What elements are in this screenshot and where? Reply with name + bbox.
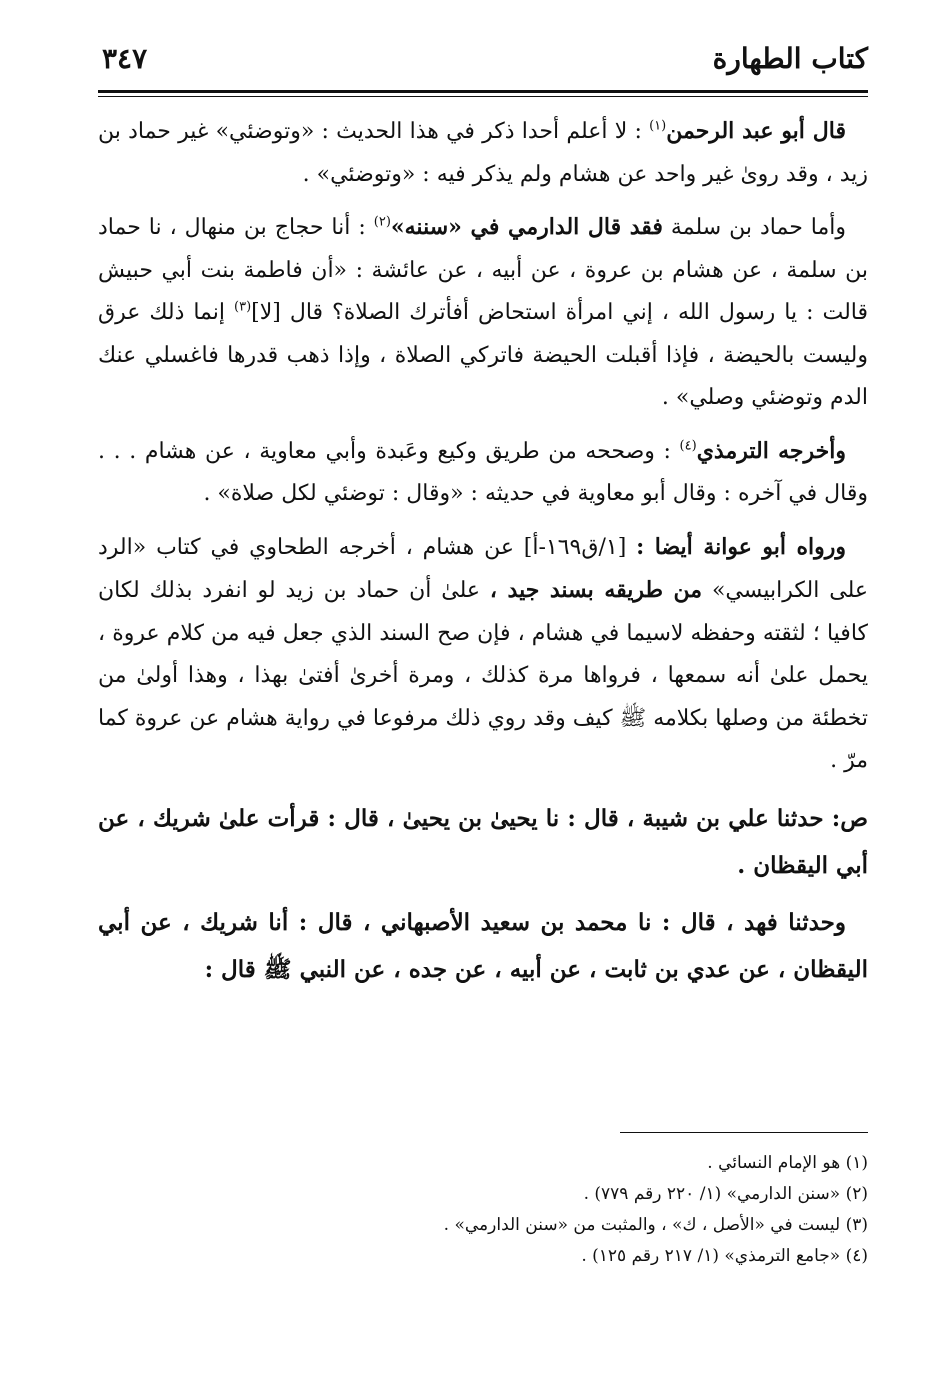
paragraph-4 bbox=[98, 526, 868, 783]
hadith-2: وحدثنا فهد ، قال : نا محمد بن سعيد الأصبهاني ، قال : أنا شريك ، عن أبي اليقظان ، عن عدي بن ثابت ، عن أبيه ، عن جده ، عن النبي ﷺ قال : bbox=[98, 908, 868, 983]
footnote-4: (٤) «جامع الترمذي» (١/ ٢١٧ رقم ١٢٥) . bbox=[581, 1246, 868, 1266]
main-text bbox=[98, 110, 868, 1003]
paragraph-2-lead: فقد قال الدارمي في «سننه» bbox=[390, 214, 663, 240]
paragraph-2 bbox=[98, 206, 868, 420]
paragraph-3 bbox=[98, 430, 868, 516]
footnote-2: (٢) «سنن الدارمي» (١/ ٢٢٠ رقم ٧٧٩) . bbox=[583, 1184, 868, 1204]
header-rule-thin bbox=[98, 96, 868, 97]
footnote-3: (٣) ليست في «الأصل ، ك» ، والمثبت من «سنن الدارمي» . bbox=[443, 1215, 868, 1235]
paragraph-3-text: : وصححه من طريق وكيع وعَبدة وأبي معاوية ، عن هشام . . . وقال في آخره : وقال أبو معاوية في حديثه : «وقال : توضئي لكل صلاة» . bbox=[98, 438, 868, 506]
paragraph-1-text: : لا أعلم أحدا ذكر في هذا الحديث : «وتوضئي» غير حماد بن زيد ، وقد روىٰ غير واحد عن هشام ولم يذكر فيه : «وتوضئي» . bbox=[98, 119, 868, 187]
hadith-1: ص: حدثنا علي بن شيبة ، قال : نا يحيىٰ بن يحيىٰ ، قال : قرأت علىٰ شريك ، عن أبي اليقظان . bbox=[98, 804, 869, 879]
paragraph-2-text-post: إنما ذلك عرق وليست بالحيضة ، فإذا أقبلت الحيضة فاتركي الصلاة ، وإذا ذهب قدرها فاغسلي عنك الدم وتوضئي وصلي» . bbox=[98, 300, 868, 410]
footnote-rule bbox=[620, 1132, 868, 1133]
page-number: ٣٤٧ bbox=[102, 42, 148, 75]
footnote-ref-4: (٤) bbox=[679, 438, 697, 454]
footnote-ref-2: (٢) bbox=[373, 214, 391, 230]
footnotes bbox=[98, 1148, 868, 1272]
page-header bbox=[98, 38, 868, 88]
paragraph-3-lead: وأخرجه الترمذي bbox=[696, 437, 846, 464]
footnote-1: (١) هو الإمام النسائي . bbox=[707, 1153, 868, 1173]
paragraph-2-pre: وأما حماد بن سلمة bbox=[662, 215, 847, 240]
header-rule-thick bbox=[98, 90, 868, 93]
running-title: كتاب الطهارة bbox=[712, 42, 868, 75]
paragraph-4-text-post: علىٰ أن حماد بن زيد لو انفرد بذلك لكان كافيا ؛ لثقته وحفظه لاسيما في هشام ، فإن صح السند الذي جعل فيه من كلام عروة ، يحمل علىٰ أنه سمعها ، فرواها مرة كذلك ، ومرة أخرىٰ أفتىٰ بهذا ، وهذا أولىٰ من تخطئة من وصلها بكلامه ﷺ كيف وقد روي ذلك مرفوعا في رواية هشام عن عروة كما مرّ . bbox=[98, 578, 868, 773]
paragraph-2-text: : أنا حجاج بن منهال ، نا حماد بن سلمة ، عن هشام بن عروة ، عن أبيه ، عن عائشة : «أن فاطمة بنت أبي حبيش قالت : يا رسول الله ، إني امرأة استحاض أفأترك الصلاة؟ قال [لا] bbox=[98, 215, 868, 325]
paragraph-4-text: [١/ق١٦٩-أ] عن هشام ، أخرجه الطحاوي في كتاب «الرد على الكرابيسي» bbox=[98, 534, 868, 603]
paragraph-4-lead: ورواه أبو عوانة أيضا : bbox=[636, 533, 846, 560]
footnote-ref-1: (١) bbox=[649, 118, 667, 134]
paragraph-1 bbox=[98, 110, 868, 196]
footnote-ref-3: (٣) bbox=[234, 299, 252, 315]
paragraph-4-lead2: من طريقه بسند جيد ، bbox=[489, 577, 703, 603]
paragraph-1-lead: قال أبو عبد الرحمن bbox=[666, 118, 846, 144]
